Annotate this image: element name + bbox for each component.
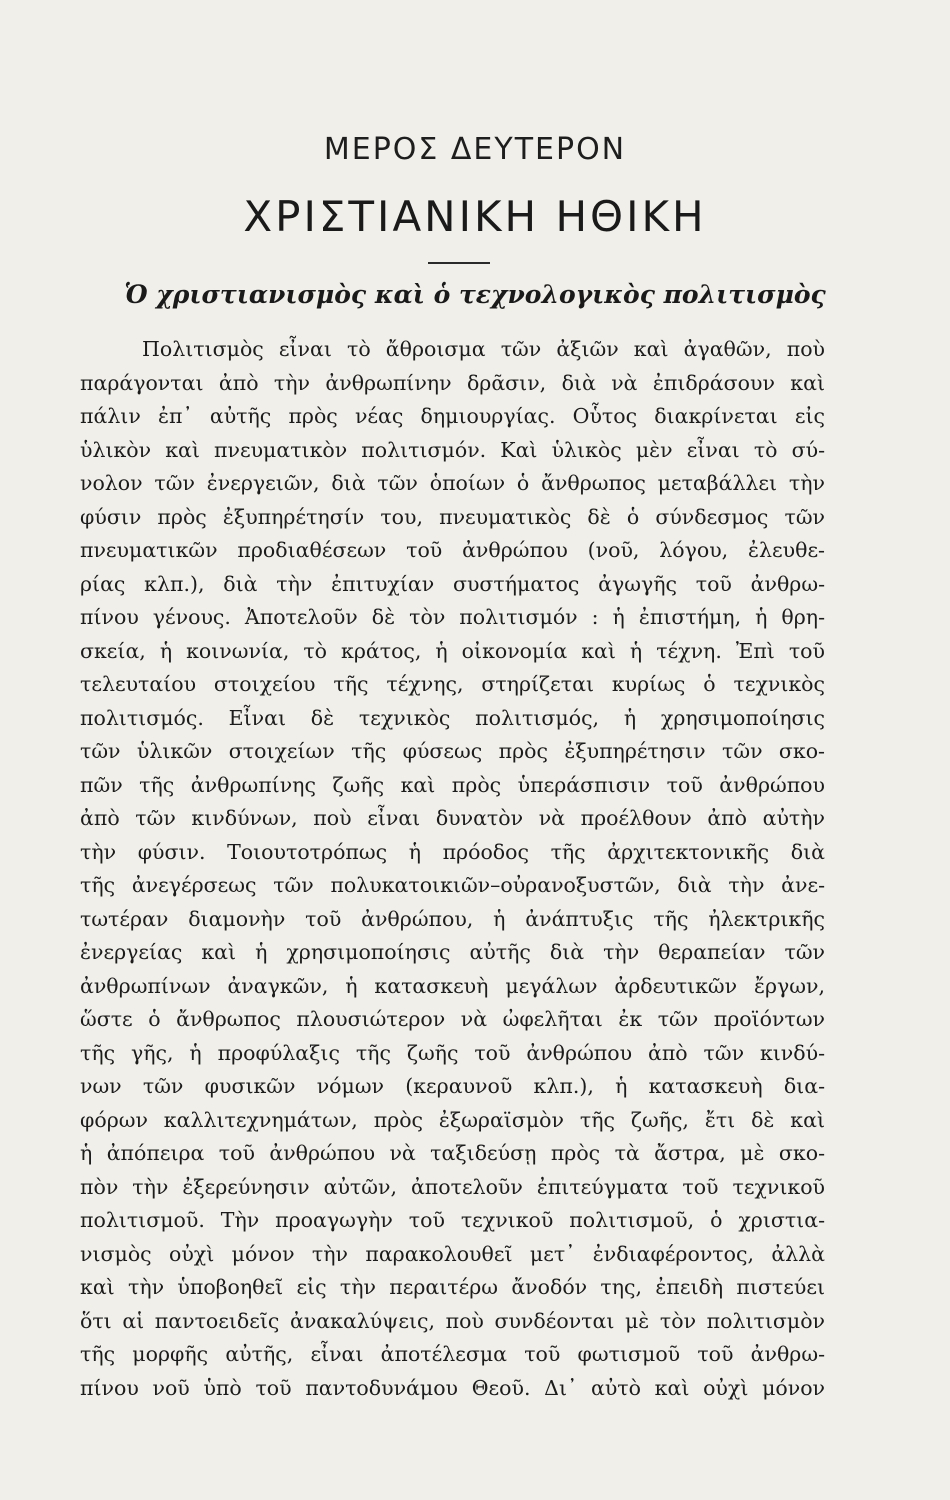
text-line: ὑλικὸν καὶ πνευματικὸν πολιτισμόν. Καὶ ὑλικὸς μὲν εἶναι τὸ σύ- <box>80 437 825 462</box>
part-label: ΜΕΡΟΣ ΔΕΥΤΕΡΟΝ <box>323 132 627 167</box>
text-line: φύσιν πρὸς ἐξυπηρέτησίν του, πνευματικὸς δὲ ὁ σύνδεσμος τῶν <box>80 504 825 529</box>
text-line: νολον τῶν ἐνεργειῶν, διὰ τῶν ὁποίων ὁ ἄνθρωπος μεταβάλλει τὴν <box>80 471 825 495</box>
page-title: ΧΡΙΣΤΙΑΝΙΚΗ ΗΘΙΚΗ <box>243 192 707 241</box>
text-line: τωτέραν διαμονὴν τοῦ ἀνθρώπου, ἡ ἀνάπτυξις τῆς ἠλεκτρικῆς <box>80 906 825 931</box>
title-divider <box>428 262 490 264</box>
text-line: πὸν τὴν ἐξερεύνησιν αὐτῶν, ἀποτελοῦν ἐπιτεύγματα τοῦ τεχνικοῦ <box>80 1174 825 1199</box>
text-line: τῆς ἀνεγέρσεως τῶν πολυκατοικιῶν–οὐρανοξυστῶν, διὰ τὴν ἀνε- <box>80 873 825 897</box>
text-line: ἀπὸ τῶν κινδύνων, ποὺ εἶναι δυνατὸν νὰ προέλθουν ἀπὸ αὐτὴν <box>80 806 825 830</box>
text-line: νων τῶν φυσικῶν νόμων (κεραυνοῦ κλπ.), ἡ κατασκευὴ δια- <box>80 1074 825 1098</box>
text-line: ὅτι αἱ παντοειδεῖς ἀνακαλύψεις, ποὺ συνδέονται μὲ τὸν πολιτισμὸν <box>80 1308 825 1333</box>
text-line: τελευταίου στοιχείου τῆς τέχνης, στηρίζεται κυρίως ὁ τεχνικὸς <box>80 672 825 696</box>
text-line: νισμὸς οὐχὶ μόνον τὴν παρακολουθεῖ μετ᾽ ἐνδιαφέροντος, ἀλλὰ <box>80 1241 825 1266</box>
text-line: παράγονται ἀπὸ τὴν ἀνθρωπίνην δρᾶσιν, διὰ νὰ ἐπιδράσουν καὶ <box>80 370 825 395</box>
text-line: πῶν τῆς ἀνθρωπίνης ζωῆς καὶ πρὸς ὑπεράσπισιν τοῦ ἀνθρώπου <box>80 772 825 797</box>
text-line: φόρων καλλιτεχνημάτων, πρὸς ἐξωραϊσμὸν τῆς ζωῆς, ἔτι δὲ καὶ <box>80 1107 825 1132</box>
text-line: ἐνεργείας καὶ ἡ χρησιμοποίησις αὐτῆς διὰ τὴν θεραπείαν τῶν <box>80 940 825 964</box>
text-line: τῶν ὑλικῶν στοιχείων τῆς φύσεως πρὸς ἐξυπηρέτησιν τῶν σκο- <box>80 739 825 763</box>
text-line: Πολιτισμὸς εἶναι τὸ ἄθροισμα τῶν ἀξιῶν καὶ ἀγαθῶν, ποὺ <box>142 337 825 361</box>
text-line: ἡ ἀπόπειρα τοῦ ἀνθρώπου νὰ ταξιδεύσῃ πρὸς τὰ ἄστρα, μὲ σκο- <box>80 1141 825 1165</box>
text-line: σκεία, ἡ κοινωνία, τὸ κράτος, ἡ οἰκονομία καὶ ἡ τέχνη. Ἐπὶ τοῦ <box>80 638 825 663</box>
text-line: πίνου νοῦ ὑπὸ τοῦ παντοδυνάμου Θεοῦ. Δι᾽ αὐτὸ καὶ οὐχὶ μόνον <box>80 1375 825 1400</box>
text-line: πάλιν ἐπ᾽ αὐτῆς πρὸς νέας δημιουργίας. Οὗτος διακρίνεται εἰς <box>80 404 825 428</box>
text-line: ἀνθρωπίνων ἀναγκῶν, ἡ κατασκευὴ μεγάλων ἀρδευτικῶν ἔργων, <box>80 973 825 998</box>
text-line: τῆς μορφῆς αὐτῆς, εἶναι ἀποτέλεσμα τοῦ φωτισμοῦ τοῦ ἀνθρω- <box>80 1342 825 1366</box>
text-line: πολιτισμοῦ. Τὴν προαγωγὴν τοῦ τεχνικοῦ πολιτισμοῦ, ὁ χριστια- <box>80 1208 825 1232</box>
text-line: καὶ τὴν ὑποβοηθεῖ εἰς τὴν περαιτέρω ἄνοδόν της, ἐπειδὴ πιστεύει <box>80 1275 825 1299</box>
text-line: ρίας κλπ.), διὰ τὴν ἐπιτυχίαν συστήματος ἀγωγῆς τοῦ ἀνθρω- <box>80 571 825 596</box>
text-line: ὥστε ὁ ἄνθρωπος πλουσιώτερον νὰ ὠφελῆται ἐκ τῶν προϊόντων <box>80 1007 825 1031</box>
text-line: πίνου γένους. Ἀποτελοῦν δὲ τὸν πολιτισμόν : ἡ ἐπιστήμη, ἡ θρη- <box>80 605 825 629</box>
text-line: τὴν φύσιν. Τοιουτοτρόπως ἡ πρόοδος τῆς ἀρχιτεκτονικῆς διὰ <box>80 839 825 864</box>
text-line: πνευματικῶν προδιαθέσεων τοῦ ἀνθρώπου (νοῦ, λόγου, ἐλευθε- <box>80 538 825 562</box>
text-line: πολιτισμός. Εἶναι δὲ τεχνικὸς πολιτισμός, ἡ χρησιμοποίησις <box>80 705 825 730</box>
body-paragraph <box>80 333 825 1405</box>
text-line: τῆς γῆς, ἡ προφύλαξις τῆς ζωῆς τοῦ ἀνθρώπου ἀπὸ τῶν κινδύ- <box>80 1040 825 1065</box>
section-heading: Ὁ χριστιανισμὸς καὶ ὁ τεχνολογικὸς πολιτισμὸς <box>124 280 826 309</box>
